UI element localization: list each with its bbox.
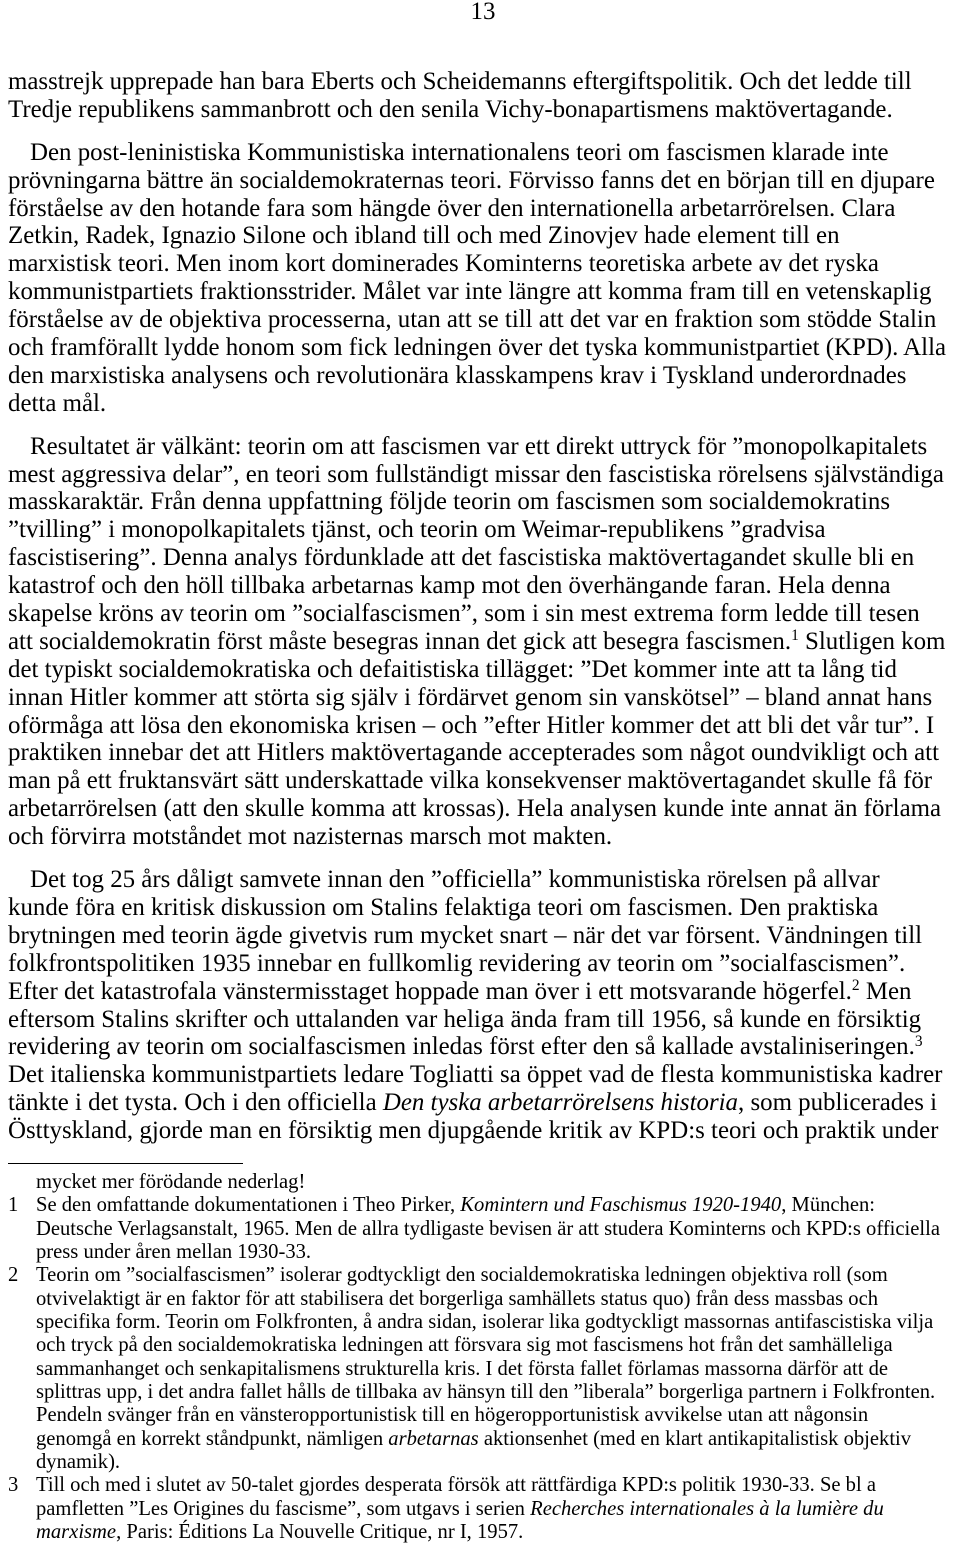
italic-text: Komintern und Faschismus 1920-1940 [460, 1194, 782, 1217]
text-line: det typiskt socialdemokratiska och defaitistiska tillägget: ”Det kommer inte att ta lång tid [8, 655, 897, 683]
text-line [8, 628, 952, 656]
footnotes [8, 1171, 952, 1544]
footnote-line: dynamik). [36, 1450, 121, 1473]
text-line: man på ett fruktansvärt sätt underskattade vilka konsekvenser maktövertagandet skulle få för [8, 767, 933, 795]
text-run: Se den omfattande dokumentationen i Theo Pirker, [36, 1194, 461, 1217]
text-line: kunde föra en kritisk diskussion om Stalins felaktiga teori om fascismen. Den praktiska [8, 893, 879, 921]
text-run: revidering av teorin om socialfascismen inledas först efter den så kallade avstaliniseringen. [8, 1033, 915, 1061]
text-line: Zetkin, Radek, Ignazio Silone och ibland till och med Zinovjev hade element till en [8, 222, 840, 250]
text-run: aktionsenhet (med en klart antikapitalistisk objektiv [478, 1427, 912, 1450]
text-line: katastrof och den höll tillbaka arbetarnas kamp mot den överhängande faran. Hela denna [8, 572, 891, 600]
text-line: arbetarrörelsen (att den skulle komma att krossas). Hela analysen kunde inte annat än förlama [8, 795, 942, 823]
text-line: brytningen med teorin ägde givetvis rum mycket snart – när det var försent. Vändningen till [8, 921, 923, 949]
text-line: förståelse av de objektiva processerna, utan att se till att det var en fraktion som stödde Stalin [8, 306, 937, 334]
text-line: och förvirra motståndet mot nazisternas marsch mot makten. [8, 823, 613, 851]
text-run: , Paris: Éditions La Nouvelle Critique, nr I, 1957. [116, 1520, 524, 1543]
text-run: att socialdemokratin först måste besegras innan det gick att besegra fascismen. [8, 627, 792, 655]
text-line [8, 978, 952, 1006]
footnote-reference: 1 [791, 627, 799, 645]
footnote-line [36, 1498, 952, 1521]
italic-text: Recherches internationales à la lumière du [530, 1497, 884, 1520]
text-line: kommunistpartiets fraktionsstrider. Målet var inte längre att komma fram till en vetenskaplig [8, 278, 932, 306]
text-line: fascistisering”. Denna analys fördunklade att det fascistiska maktövertagandet skulle bli en [8, 544, 915, 572]
footnote-number: 1 [8, 1194, 19, 1217]
text-run: , som publicerades i [738, 1089, 938, 1117]
footnote [8, 1194, 952, 1264]
footnote-line: press under åren mellan 1930-33. [36, 1240, 312, 1263]
paragraph [8, 139, 952, 418]
text-line: mest aggressiva delar”, en teori som fullständigt missar den fascistiska rörelsens självständiga [8, 460, 944, 488]
paragraph [8, 433, 952, 851]
text-line: Det italienska kommunistpartiets ledare Togliatti sa öppet vad de flesta kommunistiska kadrer [8, 1061, 943, 1089]
paragraph [8, 68, 952, 124]
footnote-separator [8, 1163, 243, 1164]
text-run: genomgå en korrekt ståndpunkt, nämligen [36, 1427, 389, 1450]
footnote-line [36, 1521, 952, 1544]
footnote-line: Deutsche Verlagsanstalt, 1965. Men de allra tydligaste bevisen är att studera Kominterns och KPD:s officiella [36, 1217, 940, 1240]
text-line: Östtyskland, gjorde man en försiktig men djupgående kritik av KPD:s teori och praktik under [8, 1117, 939, 1145]
text-line: detta mål. [8, 389, 107, 417]
page-number: 13 [470, 0, 496, 25]
text-line: prövningarna bättre än socialdemokraternas teori. Förvisso fanns det en början till en djupare [8, 166, 935, 194]
text-run: tänkte i det tysta. Och i den officiella [8, 1089, 383, 1117]
text-line: oförmåga att lösa den ekonomiska krisen – och ”efter Hitler kommer det att bli det vår tur”. I [8, 711, 935, 739]
footnote-reference: 2 [851, 977, 860, 995]
text-line: Den post-leninistiska Kommunistiska internationalens teori om fascismen klarade inte [30, 138, 889, 166]
text-line: masskaraktär. Från denna uppfattning följde teorin om fascismen som socialdemokratins [8, 488, 891, 516]
footnote-line: Till och med i slutet av 50-talet gjordes desperata försök att rättfärdiga KPD:s politik 1930-33. Se bl a [36, 1474, 876, 1497]
footnote [8, 1171, 952, 1194]
footnote [8, 1474, 952, 1544]
footnote-number: 2 [8, 1264, 19, 1287]
text-line: förståelse av den hotande fara som hängde över den internationella arbetarrörelsen. Clara [8, 194, 896, 222]
footnote-number: 3 [8, 1474, 19, 1497]
footnote-line: splittras upp, i det andra fallet hålls de tillbaka av hänsyn till den ”liberala” borgerliga partnern i Folkfronten. [36, 1380, 936, 1403]
text-line: innan Hitler kommer att störta sig själv i fördärvet genom sin vanskötsel” – bland annat hans [8, 683, 933, 711]
text-line: och framförallt lydde honom som fick ledningen över det tyska kommunistpartiet (KPD). Alla [8, 334, 947, 362]
footnote [8, 1264, 952, 1474]
italic-text: arbetarnas [388, 1427, 479, 1450]
text-line: folkfrontspolitiken 1935 innebar en fullkomlig revidering av teorin om ”socialfascismen”. [8, 949, 906, 977]
italic-text: Den tyska arbetarrörelsens historia [382, 1089, 738, 1117]
footnote-line: och tryck på den socialdemokratiska ledningen att försvara sig mot fascismens hot från det samhälleliga [36, 1334, 893, 1357]
footnote-line: mycket mer förödande nederlag! [36, 1171, 306, 1193]
text-line [8, 1033, 952, 1061]
text-line [8, 1089, 952, 1117]
footnote-reference: 3 [914, 1032, 923, 1050]
text-line: ”tvilling” i monopolkapitalets tjänst, och teorin om Weimar-republikens ”gradvisa [8, 516, 826, 544]
text-run: , München: [781, 1194, 876, 1217]
footnote-line: sammanhanget och senkapitalismens strukturella kris. I det första fallet förlamas massorna därför att de [36, 1357, 889, 1380]
footnote-line: Pendeln svänger från en vänsteropportunistisk till en högeropportunistisk avvikelse utan att någonsin [36, 1404, 869, 1427]
footnote-line: specifika form. Teorin om Folkfronten, å andra sidan, isolerar lika godtyckligt massornas antifascistiska vilja [36, 1310, 934, 1333]
footnote-line [36, 1428, 952, 1451]
text-line: Tredje republikens sammanbrott och den senila Vichy-bonapartismens maktövertagande. [8, 95, 893, 123]
italic-text: marxisme [36, 1520, 117, 1543]
footnote-line: Teorin om ”socialfascismen” isolerar godtyckligt den socialdemokratiska ledningen objektiva roll (som [36, 1264, 888, 1287]
text-line: Det tog 25 års dåligt samvete innan den ”officiella” kommunistiska rörelsen på allvar [30, 866, 880, 894]
text-line: Resultatet är välkänt: teorin om att fascismen var ett direkt uttryck för ”monopolkapitalets [30, 432, 928, 460]
footnote-line [36, 1194, 952, 1217]
text-line: skapelse kröns av teorin om ”socialfascismen”, som i sin mest extrema form ledde till tesen [8, 600, 920, 628]
text-run: Efter det katastrofala vänstermisstaget hoppade man över i ett motsvarande högerfel. [8, 977, 852, 1005]
text-line: praktiken innebar det att Hitlers maktövertagande accepterades som något oundvikligt och att [8, 739, 940, 767]
text-line: eftersom Stalins skrifter och uttalanden var heliga ända fram till 1956, så kunde en försiktig [8, 1005, 922, 1033]
body-text [8, 68, 952, 1145]
text-run: Men [859, 977, 912, 1005]
text-run: Slutligen kom [798, 627, 946, 655]
text-run: pamfletten ”Les Origines du fascisme”, som utgavs i serien [36, 1497, 531, 1520]
text-line: marxistisk teori. Men inom kort dominerades Kominterns teoretiska arbete av det ryska [8, 250, 879, 278]
text-line: masstrejk upprepade han bara Eberts och Scheidemanns eftergiftspolitik. Och det ledde till [8, 68, 912, 95]
text-line: den marxistiska analysens och revolutionära klasskampens krav i Tyskland underordnades [8, 361, 907, 389]
paragraph [8, 866, 952, 1145]
footnote-line: otvivelaktigt är en faktor för att stabilisera det borgerliga samhällets status quo) från dess massbas och [36, 1287, 879, 1310]
